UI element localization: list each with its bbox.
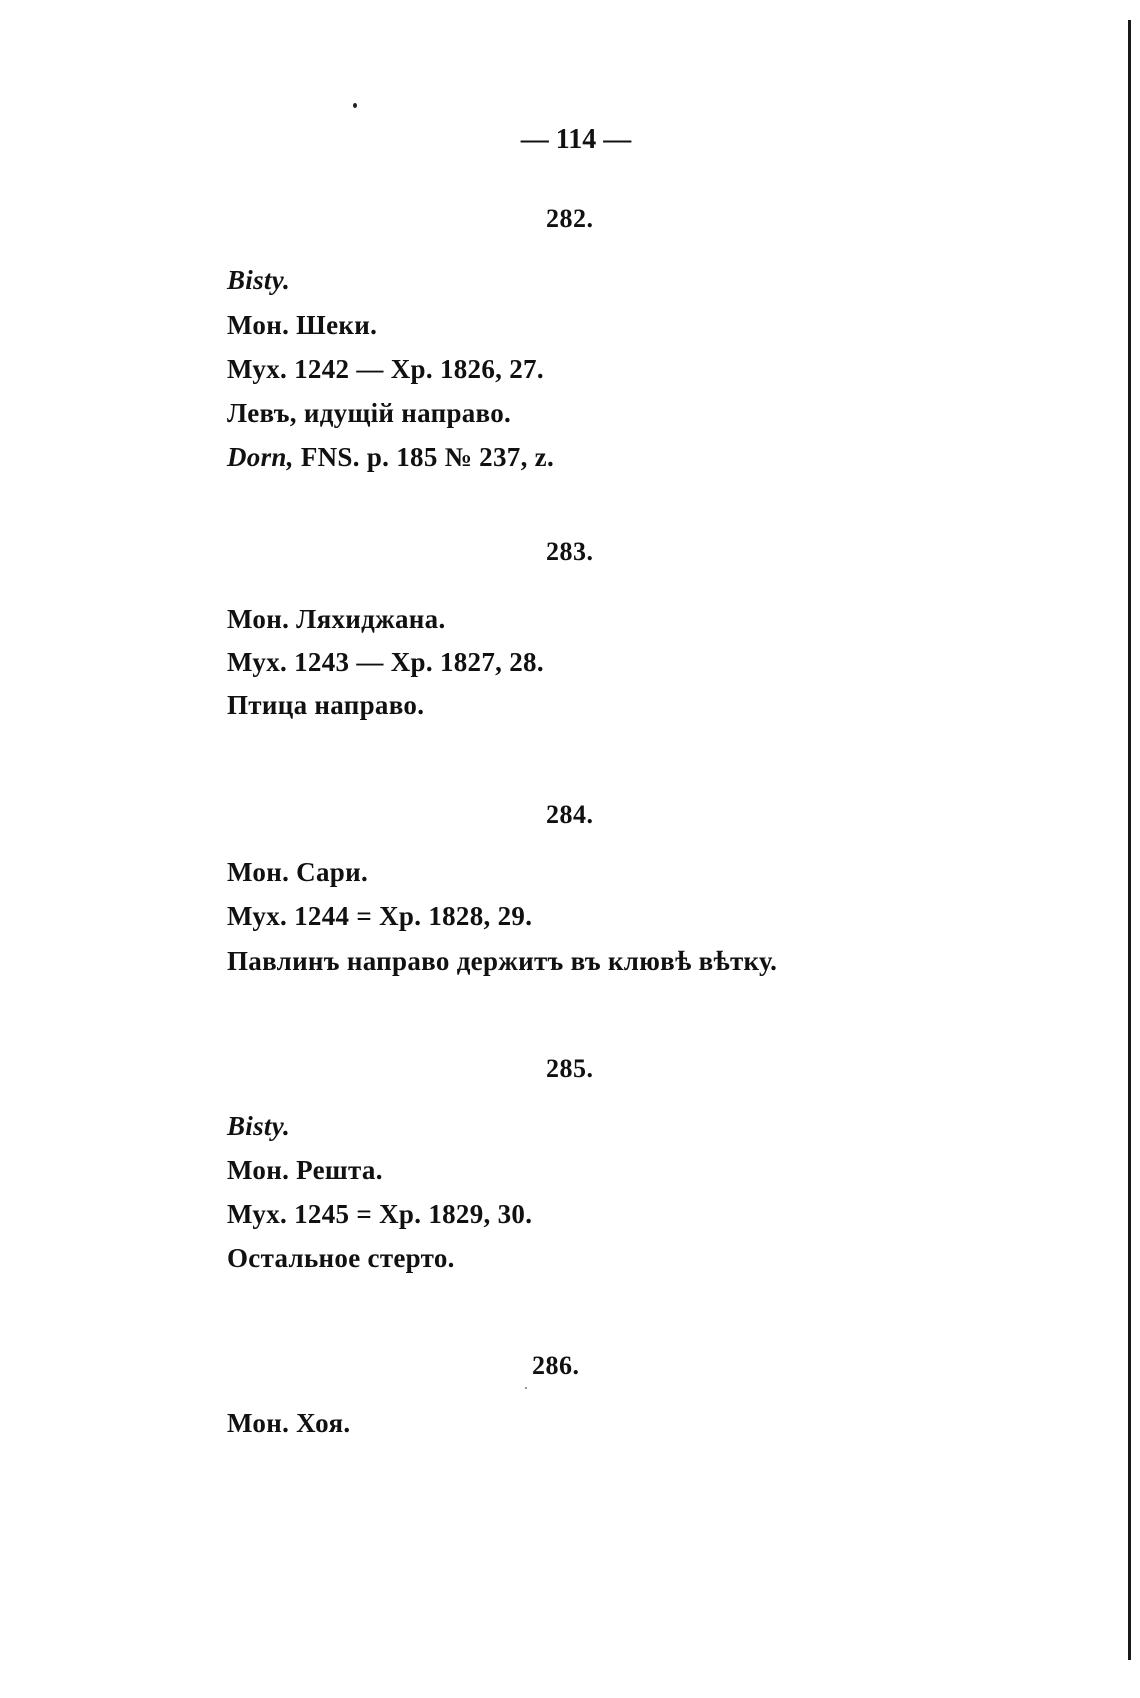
ink-speck bbox=[525, 1387, 527, 1389]
entry-number-286: 286. bbox=[532, 1351, 580, 1380]
entry-284-date: Мух. 1244 = Хр. 1828, 29. bbox=[227, 901, 533, 931]
entry-282-description: Левъ, идущій направо. bbox=[227, 398, 512, 428]
entry-284-mint: Мон. Сари. bbox=[227, 857, 369, 887]
reference-author: Dorn, bbox=[227, 442, 294, 472]
entry-283-date: Мух. 1243 — Хр. 1827, 28. bbox=[227, 647, 544, 677]
entry-283-mint: Мон. Ляхиджана. bbox=[227, 604, 446, 634]
entry-285-date: Мух. 1245 = Хр. 1829, 30. bbox=[227, 1199, 533, 1229]
entry-number-282: 282. bbox=[546, 204, 594, 233]
entry-number-284: 284. bbox=[546, 800, 594, 829]
reference-text: FNS. p. 185 № 237, z. bbox=[293, 442, 555, 472]
entry-282-date: Мух. 1242 — Хр. 1826, 27. bbox=[227, 354, 544, 384]
entry-283-description: Птица направо. bbox=[227, 690, 425, 720]
entry-number-285: 285. bbox=[546, 1054, 594, 1083]
page-edge-rule bbox=[1128, 20, 1131, 1660]
entry-282-mint: Мон. Шеки. bbox=[227, 310, 378, 340]
ink-dot bbox=[353, 103, 357, 108]
entry-284-description: Павлинъ направо держитъ въ клювѣ вѣтку. bbox=[227, 946, 778, 976]
entry-286-mint: Мон. Хоя. bbox=[227, 1408, 351, 1438]
entry-285-description: Остальное стерто. bbox=[227, 1243, 455, 1273]
page-number: — 114 — bbox=[520, 124, 632, 155]
entry-number-283: 283. bbox=[546, 537, 594, 566]
entry-285-denomination: Bisty. bbox=[227, 1111, 291, 1141]
entry-282-denomination: Bisty. bbox=[227, 265, 291, 295]
entry-282-reference bbox=[227, 442, 554, 473]
entry-285-mint: Мон. Решта. bbox=[227, 1155, 383, 1185]
